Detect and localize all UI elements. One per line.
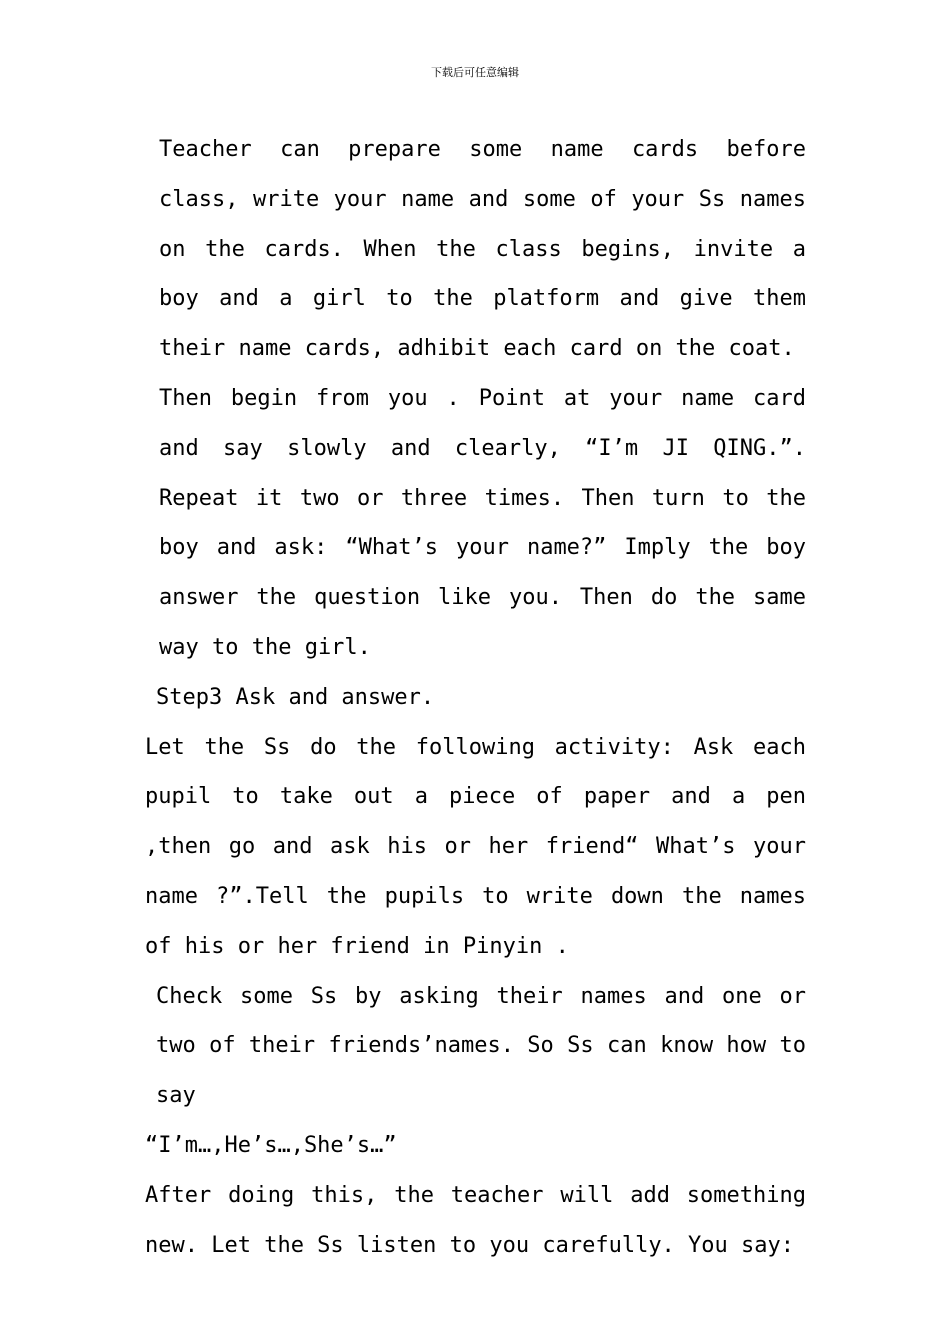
paragraph-begin-from-you: Then begin from you . Point at your name card and say slowly and clearly, “I’m JI QING.”. Repeat it two or three times. Then turn to the boy and ask: “What’s your name?” Imply the boy answer the question like you. Then do the same way to the girl. [159,385,806,660]
paragraph-sentence-patterns: “I’m…,He’s…,She’s…” [145,1132,397,1158]
paragraph-name-cards: Teacher can prepare some name cards before class, write your name and some of your Ss names on the cards. When the class begins, invite a boy and a girl to the platform and give them their name cards, adhibit each card on the coat. [159,137,806,362]
page-header: 下载后可任意编辑 [431,66,519,79]
paragraph-after-doing-this: After doing this, the teacher will add something new. Let the Ss listen to you carefully. You say: [145,1182,806,1258]
paragraph-activity: Let the Ss do the following activity: Ask each pupil to take out a piece of paper and a pen ,then go and ask his or her friend“ What’s your name ?”.Tell the pupils to write down the names of his or her friend in Pinyin . [145,734,806,959]
document-body [145,125,806,1270]
paragraph-step3-heading: Step3 Ask and answer. [156,684,435,710]
paragraph-check-ss: Check some Ss by asking their names and one or two of their friends’names. So Ss can know how to say [156,983,806,1109]
